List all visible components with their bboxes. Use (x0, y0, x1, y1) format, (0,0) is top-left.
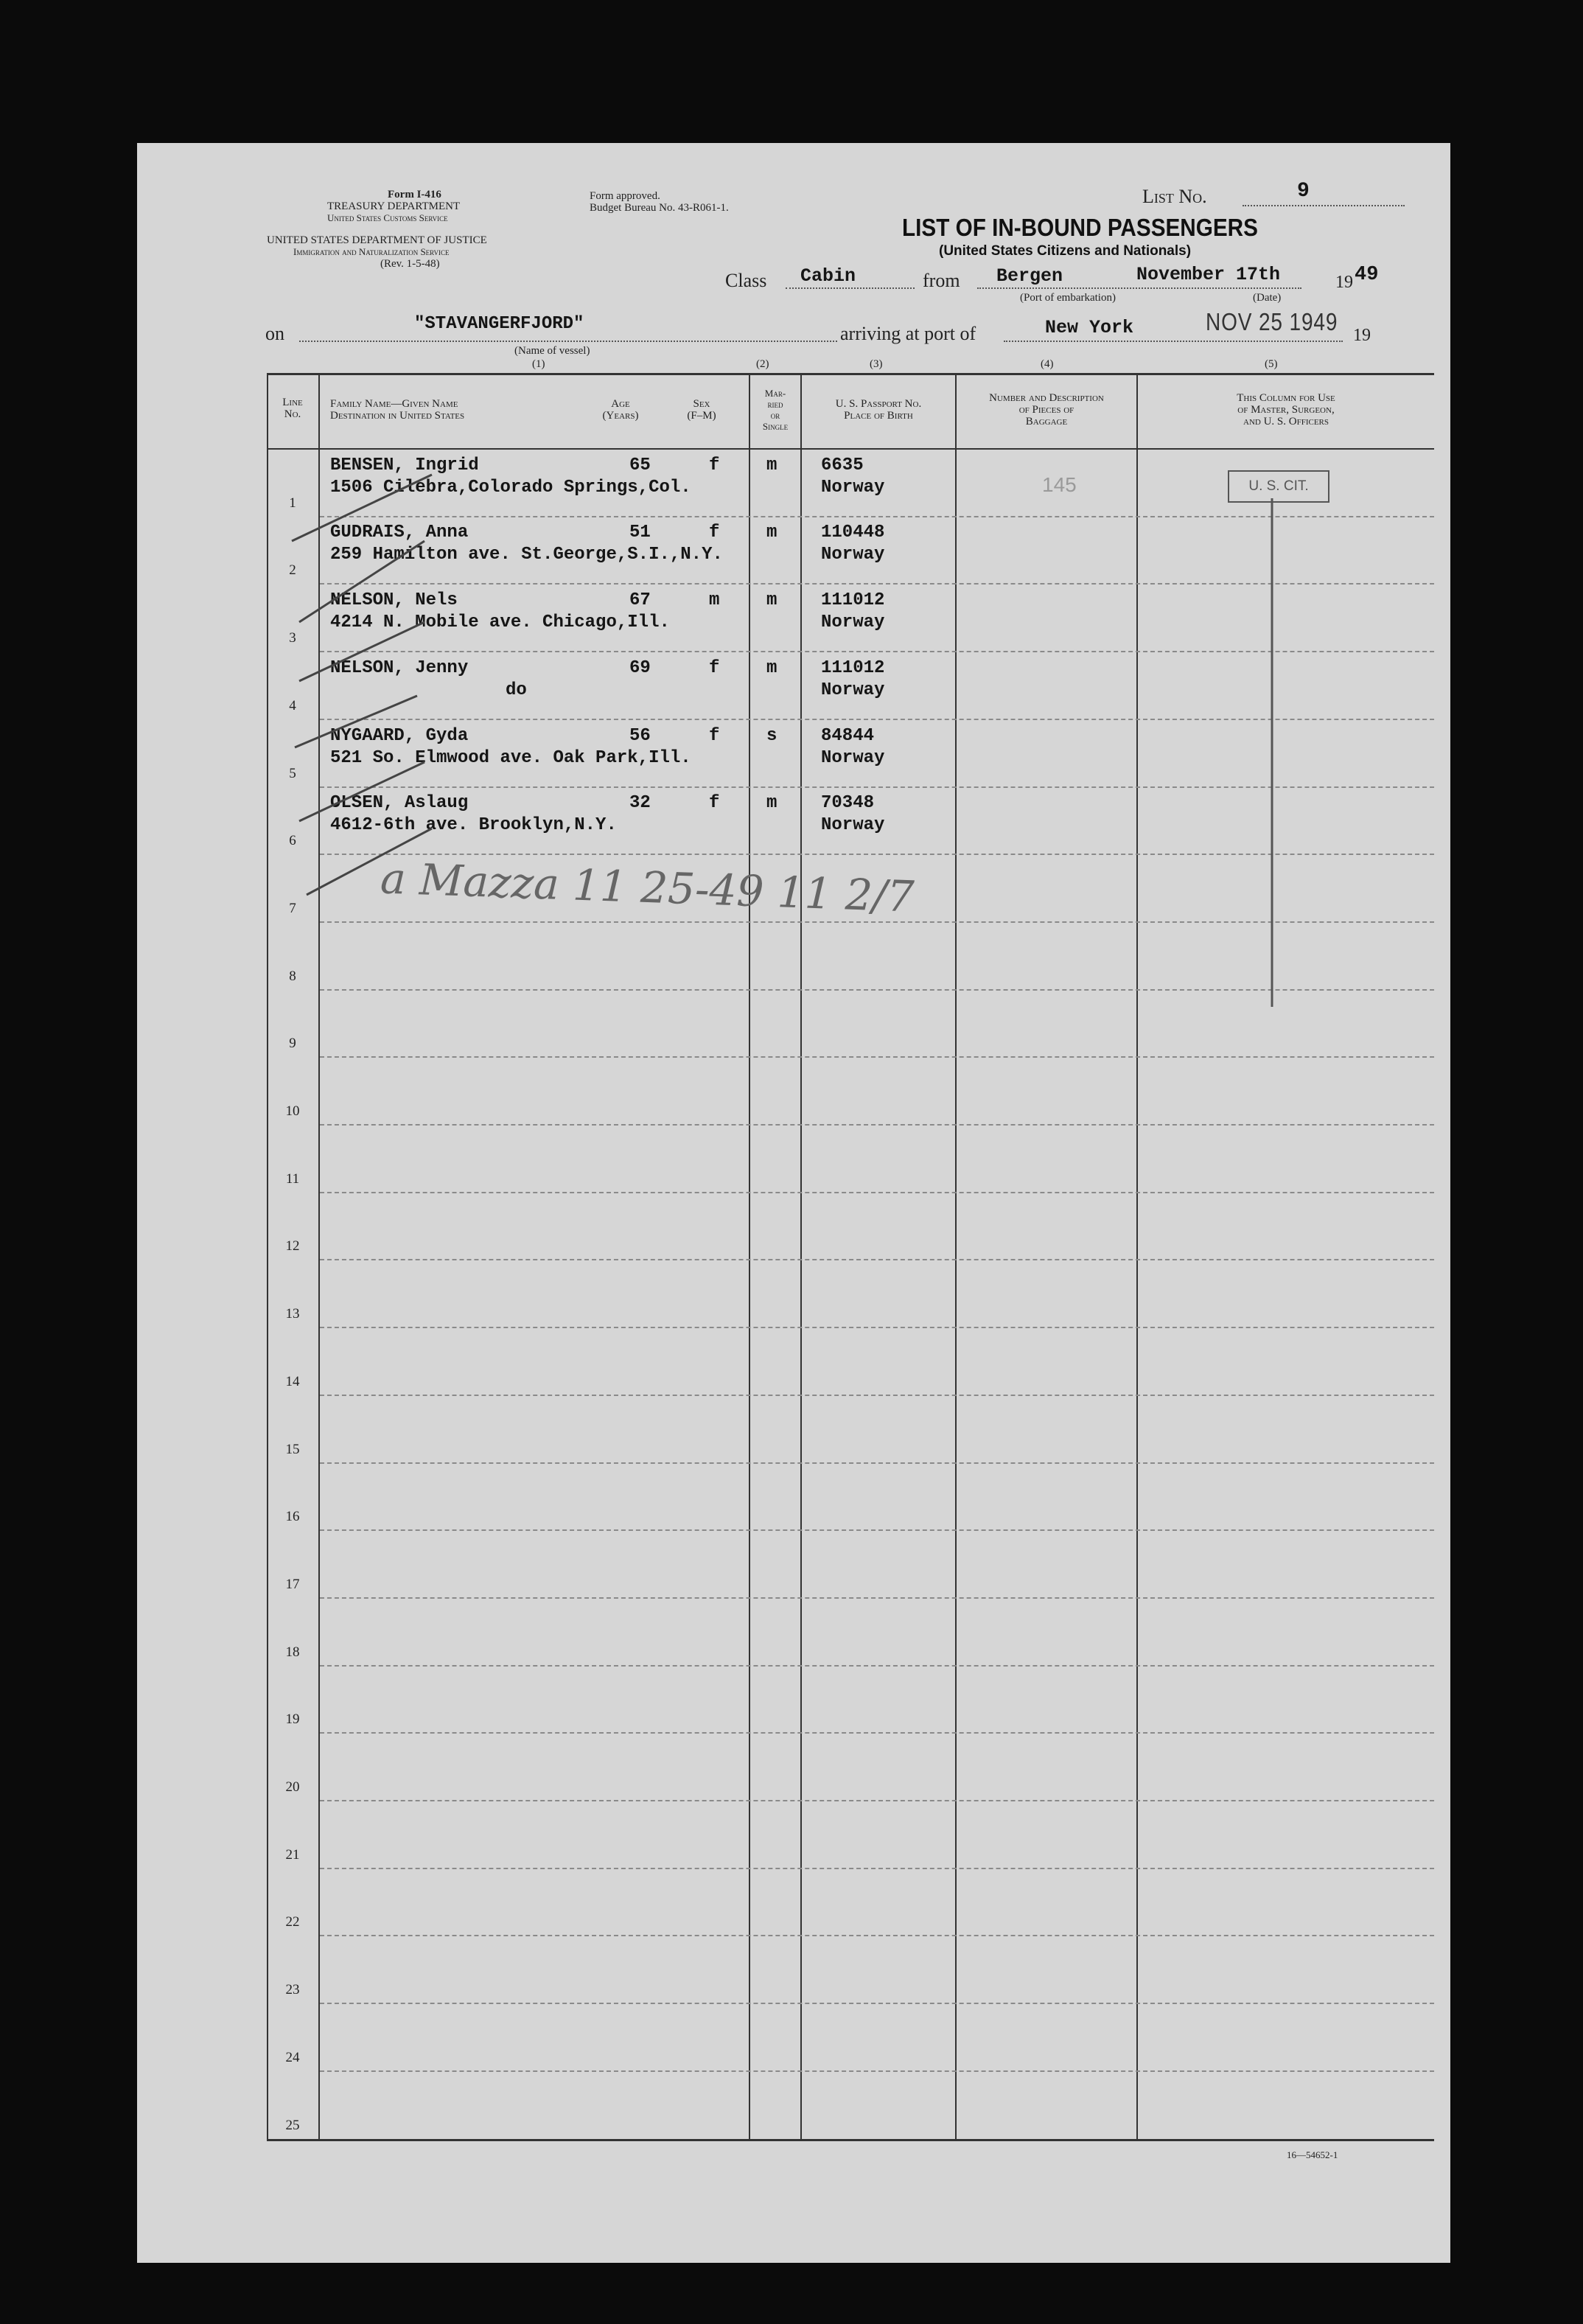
header-bottom-rule (267, 448, 1434, 450)
line-number: 1 (289, 495, 296, 511)
column-number-5: (5) (1265, 358, 1278, 370)
header-officers-1: This Column for Use (1237, 392, 1335, 404)
header-baggage-1: Number and Description (989, 392, 1104, 404)
stamp-text: U. S. CIT. (1248, 478, 1309, 494)
officer-check-line (1228, 498, 1316, 1014)
list-number-line (1243, 205, 1405, 206)
header-married-1: Mar- (764, 388, 786, 399)
line-number: 7 (289, 900, 296, 916)
passenger-age: 56 (629, 725, 651, 746)
passenger-sex: f (709, 793, 720, 814)
table-bottom-rule (267, 2139, 1434, 2141)
header-name-1: Family Name—Given Name (330, 398, 458, 410)
passenger-name: NELSON, Jenny (330, 657, 469, 678)
class-value: Cabin (800, 265, 856, 287)
date-caption: (Date) (1253, 292, 1282, 304)
line-number: 8 (289, 968, 296, 984)
year-prefix: 19 (1335, 273, 1353, 292)
passenger-marital-status: m (766, 523, 777, 543)
passenger-sex: f (709, 523, 720, 543)
header-sex-2: (F–M) (687, 410, 716, 422)
row-separator (320, 1800, 1434, 1801)
line-number: 20 (285, 1779, 300, 1795)
sex-divider (749, 373, 750, 2140)
justice-department: UNITED STATES DEPARTMENT OF JUSTICE (267, 234, 487, 246)
passenger-address: 4214 N. Mobile ave. Chicago,Ill. (330, 613, 670, 633)
row-separator (320, 2070, 1434, 2072)
passenger-name: NELSON, Nels (330, 590, 458, 611)
passenger-passport-no: 111012 (821, 657, 885, 678)
passenger-sex: m (709, 590, 720, 611)
header-line-no-2: No. (284, 408, 301, 420)
header-baggage (957, 392, 1136, 428)
row-separator (320, 2003, 1434, 2004)
line-number: 12 (285, 1238, 300, 1255)
column-number-3: (3) (870, 358, 883, 370)
passenger-birthplace: Norway (821, 613, 885, 633)
passenger-address: do (506, 680, 527, 700)
header-married-4: Single (762, 421, 789, 432)
line-number: 15 (285, 1441, 300, 1457)
header-officers (1138, 392, 1434, 428)
passenger-birthplace: Norway (821, 815, 885, 836)
from-label: from (923, 270, 960, 291)
passenger-birthplace: Norway (821, 747, 885, 768)
header-line-no-1: Line (282, 397, 303, 408)
row-separator (320, 1732, 1434, 1734)
line-number: 9 (289, 1036, 296, 1052)
year-suffix: 49 (1355, 264, 1379, 286)
list-number-value: 9 (1297, 180, 1310, 203)
passenger-marital-status: m (766, 793, 777, 814)
passenger-birthplace: Norway (821, 680, 885, 700)
header-baggage-2: of Pieces of (1018, 404, 1074, 416)
passenger-sex: f (709, 455, 720, 475)
vessel-caption: (Name of vessel) (514, 345, 590, 357)
treasury-department: TREASURY DEPARTMENT (327, 200, 461, 212)
row-separator (320, 1327, 1434, 1328)
row-separator (320, 1462, 1434, 1464)
list-number-label: List No. (1142, 186, 1207, 207)
header-age-2: (Years) (602, 410, 639, 422)
header-sex (679, 398, 724, 422)
header-age-1: Age (611, 398, 630, 410)
passenger-passport-no: 6635 (821, 455, 864, 475)
immigration-service: Immigration and Naturalization Service (293, 246, 450, 257)
handwritten-note: a Mazza 11 25-49 11 2/7 (380, 853, 915, 922)
line-number: 4 (289, 697, 296, 713)
passenger-name: NYGAARD, Gyda (330, 725, 469, 746)
column-number-4: (4) (1041, 358, 1054, 370)
table-top-rule (267, 373, 1434, 375)
from-line (977, 287, 1301, 289)
passenger-sex: f (709, 725, 720, 746)
port-of-embarkation: Bergen (996, 265, 1063, 287)
line-number: 16 (285, 1509, 300, 1525)
line-number: 11 (285, 1170, 300, 1187)
form-approved: Form approved. (590, 190, 660, 202)
form-footer: 16—54652-1 (1287, 2149, 1338, 2160)
passenger-sex: f (709, 657, 720, 678)
passenger-birthplace: Norway (821, 545, 885, 565)
passenger-name: BENSEN, Ingrid (330, 455, 479, 475)
passenger-marital-status: m (766, 455, 777, 475)
arrival-line (1004, 341, 1343, 342)
vessel-line (299, 341, 837, 342)
customs-service: United States Customs Service (327, 212, 448, 223)
married-divider (800, 373, 802, 2140)
arrival-year: 19 (1353, 326, 1371, 345)
port-caption: (Port of embarkation) (1020, 292, 1116, 304)
row-check-marks (284, 460, 476, 1020)
row-separator (320, 1056, 1434, 1058)
passenger-age: 69 (629, 657, 651, 678)
line-number: 25 (285, 2117, 300, 2133)
line-number: 23 (285, 1982, 300, 1998)
budget-bureau: Budget Bureau No. 43-R061-1. (590, 202, 729, 214)
vessel-name: "STAVANGERFJORD" (414, 314, 584, 334)
passenger-name: GUDRAIS, Anna (330, 523, 469, 543)
header-age (598, 398, 643, 422)
passport-divider (955, 373, 957, 2140)
line-number: 22 (285, 1914, 300, 1930)
line-number: 5 (289, 765, 296, 781)
on-label: on (265, 323, 284, 344)
column-number-1: (1) (532, 358, 545, 370)
arriving-label: arriving at port of (840, 323, 976, 344)
passenger-passport-no: 111012 (821, 590, 885, 611)
row-separator (320, 1597, 1434, 1599)
line-number: 3 (289, 630, 296, 646)
passenger-address: 521 So. Elmwood ave. Oak Park,Ill. (330, 747, 691, 768)
passenger-address: 1506 Cilebra,Colorado Springs,Col. (330, 477, 691, 498)
passenger-age: 51 (629, 523, 651, 543)
passenger-name: OLSEN, Aslaug (330, 793, 469, 814)
header-name-2: Destination in United States (330, 410, 465, 422)
header-officers-3: and U. S. Officers (1243, 416, 1329, 428)
header-passport-1: U. S. Passport No. (835, 398, 922, 410)
line-number: 18 (285, 1644, 300, 1660)
row-separator (320, 1935, 1434, 1936)
arrival-date-stamp: NOV 25 1949 (1206, 308, 1338, 335)
row-separator (320, 1192, 1434, 1193)
header-officers-2: of Master, Surgeon, (1237, 404, 1335, 416)
row-separator (320, 1868, 1434, 1869)
line-number: 10 (285, 1103, 300, 1119)
header-sex-1: Sex (693, 398, 710, 410)
arrival-port: New York (1045, 317, 1134, 338)
passenger-age: 65 (629, 455, 651, 475)
manifest-page (137, 143, 1450, 2263)
page-title: LIST OF IN-BOUND PASSENGERS (902, 214, 1258, 241)
line-number: 14 (285, 1373, 300, 1389)
passenger-marital-status: m (766, 590, 777, 611)
header-passport (802, 398, 955, 422)
line-number: 2 (289, 562, 296, 579)
revision-date: (Rev. 1-5-48) (380, 258, 440, 270)
line-number: 24 (285, 2049, 300, 2065)
header-married-2: ried (767, 399, 783, 410)
header-married (750, 388, 800, 432)
header-passport-2: Place of Birth (844, 410, 913, 422)
line-number: 13 (285, 1306, 300, 1322)
passenger-passport-no: 70348 (821, 793, 875, 814)
form-number: Form I-416 (388, 189, 441, 200)
class-line (786, 287, 915, 289)
row-separator (320, 1259, 1434, 1260)
passenger-age: 67 (629, 590, 651, 611)
line-number: 19 (285, 1711, 300, 1728)
header-line-no (267, 397, 318, 420)
passenger-age: 32 (629, 793, 651, 814)
line-number: 6 (289, 833, 296, 849)
baggage-count: 145 (1042, 473, 1077, 496)
passenger-marital-status: m (766, 657, 777, 678)
row-separator (320, 1665, 1434, 1667)
column-number-2: (2) (756, 358, 769, 370)
passenger-address: 4612-6th ave. Brooklyn,N.Y. (330, 815, 617, 836)
passenger-passport-no: 110448 (821, 523, 885, 543)
baggage-divider (1136, 373, 1138, 2140)
passenger-marital-status: s (766, 725, 777, 746)
page-subtitle: (United States Citizens and Nationals) (939, 243, 1192, 259)
row-separator (320, 1529, 1434, 1531)
passenger-address: 259 Hamilton ave. St.George,S.I.,N.Y. (330, 545, 723, 565)
header-name (330, 398, 464, 422)
line-number: 21 (285, 1846, 300, 1863)
class-label: Class (725, 270, 767, 291)
row-separator (320, 1124, 1434, 1126)
passenger-passport-no: 84844 (821, 725, 875, 746)
header-baggage-3: Baggage (1025, 416, 1068, 428)
passenger-birthplace: Norway (821, 477, 885, 498)
row-separator (320, 1395, 1434, 1396)
header-married-3: or (770, 410, 780, 421)
embarkation-date: November 17th (1136, 264, 1281, 285)
line-number: 17 (285, 1576, 300, 1592)
